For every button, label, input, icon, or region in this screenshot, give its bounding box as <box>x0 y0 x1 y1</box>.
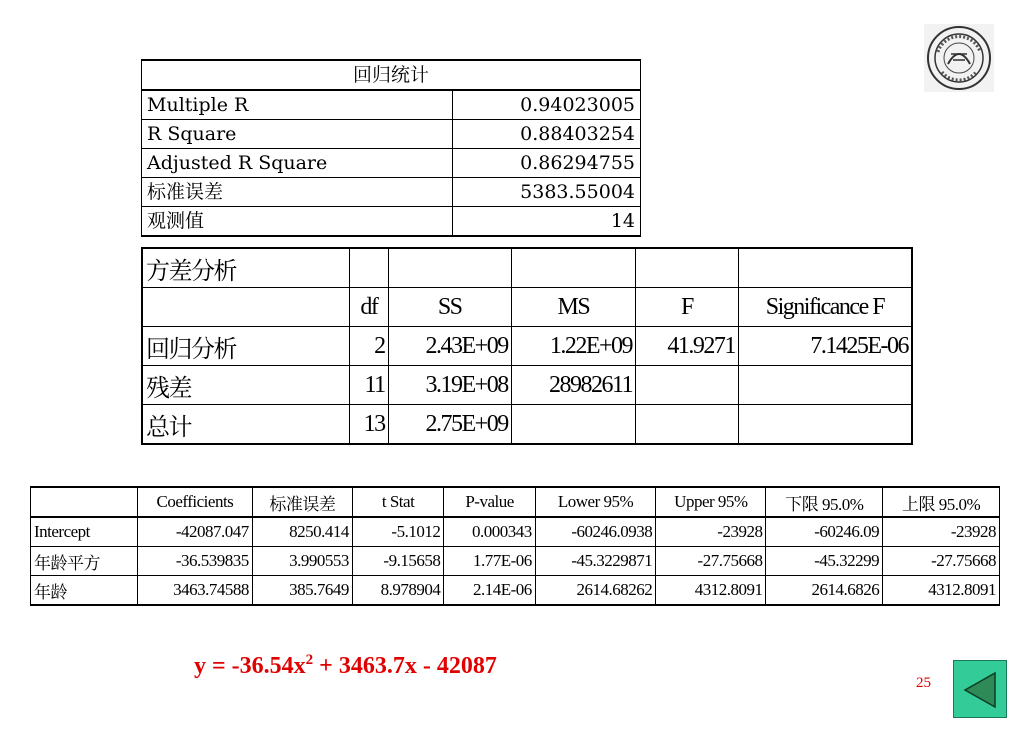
stat-value: 14 <box>453 207 641 237</box>
header-cell: df <box>350 288 389 327</box>
header-cell <box>142 288 350 327</box>
header-cell: 下限 95.0% <box>766 487 883 517</box>
table-cell: 2614.6826 <box>766 576 883 606</box>
empty-cell <box>636 248 739 288</box>
table-cell: -60246.09 <box>766 517 883 547</box>
empty-cell <box>388 248 511 288</box>
stat-label: Multiple R <box>142 90 453 120</box>
coefficients-table <box>30 486 1000 606</box>
table-cell: 年龄平方 <box>31 547 138 576</box>
table-cell: 年龄 <box>31 576 138 606</box>
table-row <box>142 207 641 237</box>
table-cell: -45.3229871 <box>535 547 655 576</box>
stat-value: 0.88403254 <box>453 120 641 149</box>
empty-cell <box>738 248 912 288</box>
table-row <box>31 576 1000 606</box>
table-row <box>142 327 912 366</box>
stat-label: Adjusted R Square <box>142 149 453 178</box>
table-cell: -9.15658 <box>352 547 443 576</box>
table-cell: 2 <box>350 327 389 366</box>
header-cell: MS <box>511 288 635 327</box>
table-cell: 1.77E-06 <box>444 547 535 576</box>
table-row <box>142 120 641 149</box>
table-cell: 3.19E+08 <box>388 366 511 405</box>
table-cell: 2.43E+09 <box>388 327 511 366</box>
table-cell: 回归分析 <box>142 327 350 366</box>
anova-table <box>141 247 913 445</box>
stat-value: 0.94023005 <box>453 90 641 120</box>
table-row <box>142 405 912 445</box>
table-cell: 3.990553 <box>252 547 352 576</box>
table-row <box>142 149 641 178</box>
regression-statistics-title: 回归统计 <box>142 60 641 90</box>
table-row <box>142 366 912 405</box>
table-cell: 1.22E+09 <box>511 327 635 366</box>
table-row <box>142 90 641 120</box>
table-cell: 2.75E+09 <box>388 405 511 445</box>
equation-rhs: + 3463.7x - 42087 <box>313 653 497 679</box>
stat-label: 标准误差 <box>142 178 453 207</box>
table-cell: -27.75668 <box>883 547 1000 576</box>
table-cell <box>738 405 912 445</box>
table-cell: 8250.414 <box>252 517 352 547</box>
empty-cell <box>511 248 635 288</box>
header-cell: t Stat <box>352 487 443 517</box>
table-cell: -5.1012 <box>352 517 443 547</box>
stat-value: 0.86294755 <box>453 149 641 178</box>
empty-cell <box>350 248 389 288</box>
university-seal-logo <box>924 24 994 92</box>
table-cell: 13 <box>350 405 389 445</box>
header-cell: 标准误差 <box>252 487 352 517</box>
table-cell: 2614.68262 <box>535 576 655 606</box>
header-cell: Coefficients <box>138 487 253 517</box>
table-cell: 4312.8091 <box>883 576 1000 606</box>
equation-exponent: 2 <box>305 652 314 668</box>
header-cell <box>31 487 138 517</box>
table-cell: 8.978904 <box>352 576 443 606</box>
header-cell: Lower 95% <box>535 487 655 517</box>
table-cell: -23928 <box>656 517 766 547</box>
table-cell: 0.000343 <box>444 517 535 547</box>
table-row <box>142 248 912 288</box>
table-cell: 4312.8091 <box>656 576 766 606</box>
header-cell: F <box>636 288 739 327</box>
table-cell: 3463.74588 <box>138 576 253 606</box>
table-row <box>31 547 1000 576</box>
stat-label: R Square <box>142 120 453 149</box>
table-cell: 385.7649 <box>252 576 352 606</box>
table-cell: -60246.0938 <box>535 517 655 547</box>
table-cell: -45.32299 <box>766 547 883 576</box>
table-row <box>31 517 1000 547</box>
page-number: 25 <box>916 675 931 691</box>
regression-statistics-table <box>141 59 641 237</box>
table-cell <box>636 366 739 405</box>
stat-value: 5383.55004 <box>453 178 641 207</box>
table-cell <box>738 366 912 405</box>
equation-lhs: y = -36.54x <box>194 653 306 679</box>
previous-slide-button[interactable] <box>953 660 1007 718</box>
table-cell: 41.9271 <box>636 327 739 366</box>
table-cell: 7.1425E-06 <box>738 327 912 366</box>
stat-label: 观测值 <box>142 207 453 237</box>
anova-title: 方差分析 <box>142 248 350 288</box>
table-cell: -27.75668 <box>656 547 766 576</box>
table-cell: -23928 <box>883 517 1000 547</box>
header-cell: P-value <box>444 487 535 517</box>
table-cell: 残差 <box>142 366 350 405</box>
table-cell: 总计 <box>142 405 350 445</box>
table-cell: 2.14E-06 <box>444 576 535 606</box>
table-cell: 28982611 <box>511 366 635 405</box>
header-cell: 上限 95.0% <box>883 487 1000 517</box>
regression-equation <box>194 652 497 680</box>
table-cell: -36.539835 <box>138 547 253 576</box>
table-header-row <box>31 487 1000 517</box>
table-row <box>142 178 641 207</box>
header-cell: SS <box>388 288 511 327</box>
table-cell <box>511 405 635 445</box>
table-cell: Intercept <box>31 517 138 547</box>
triangle-left-icon <box>954 661 1008 719</box>
table-header-row <box>142 288 912 327</box>
table-cell <box>636 405 739 445</box>
header-cell: Upper 95% <box>656 487 766 517</box>
table-cell: -42087.047 <box>138 517 253 547</box>
table-cell: 11 <box>350 366 389 405</box>
header-cell: Significance F <box>738 288 912 327</box>
